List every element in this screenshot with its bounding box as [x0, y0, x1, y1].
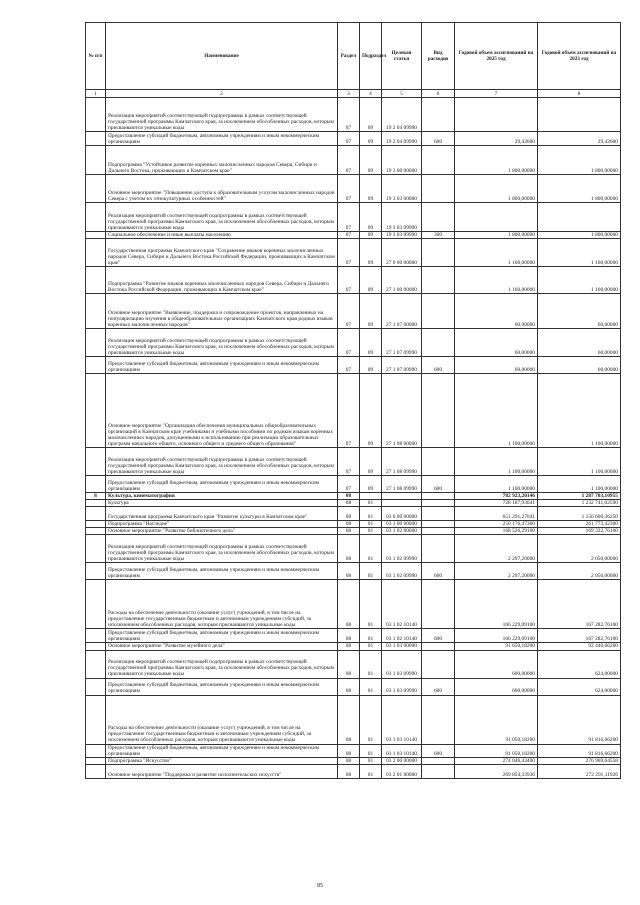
row-target-article: 27 0 00 00000	[382, 239, 422, 267]
row-expense-type	[422, 239, 455, 267]
table-row	[86, 629, 621, 643]
row-razdel: 08	[338, 500, 360, 507]
row-expense-type	[422, 267, 455, 294]
row-razdel: 07	[338, 267, 360, 294]
row-expense-type	[422, 175, 455, 203]
row-name: Основное мероприятие "Развитие музейного дела"	[106, 643, 338, 650]
row-amount-2025: 1 800,00000	[455, 232, 538, 239]
row-number	[86, 764, 106, 778]
row-amount-2025: 60,00000	[455, 329, 538, 357]
table-row	[86, 98, 621, 132]
row-razdel: 07	[338, 329, 360, 357]
row-podrazdel: 09	[360, 448, 382, 476]
row-podrazdel: 09	[360, 98, 382, 132]
row-amount-2025: 60,00000	[455, 357, 538, 374]
row-amount-2023: 1 156 600,36250	[538, 507, 621, 521]
row-podrazdel: 09	[360, 203, 382, 232]
row-amount-2025: 1 160,00000	[455, 267, 538, 294]
row-number	[86, 294, 106, 329]
row-amount-2023: 276 969,64558	[538, 757, 621, 764]
row-target-article: 03 2 00 00000	[382, 757, 422, 764]
row-expense-type	[422, 521, 455, 528]
row-number	[86, 650, 106, 678]
table-row	[86, 448, 621, 476]
table-row	[86, 521, 621, 528]
row-target-article: 03 1 02 09990	[382, 535, 422, 563]
row-amount-2025: 269 854,33936	[455, 764, 538, 778]
row-target-article: 03 1 00 00000	[382, 521, 422, 528]
row-amount-2025: 2 297,20000	[455, 535, 538, 563]
budget-table	[85, 22, 621, 779]
row-amount-2025: 1 800,00000	[455, 146, 538, 175]
row-number	[86, 678, 106, 695]
row-razdel: 08	[338, 650, 360, 678]
row-podrazdel: 09	[360, 374, 382, 448]
row-razdel: 08	[338, 695, 360, 744]
row-amount-2023: 167 282,76100	[538, 580, 621, 629]
row-podrazdel: 09	[360, 232, 382, 239]
row-amount-2025: 651 291,27041	[455, 507, 538, 521]
header-num: № п/п	[86, 23, 106, 90]
table-body	[86, 98, 621, 779]
row-number	[86, 507, 106, 521]
row-amount-2025: 166 229,09100	[455, 580, 538, 629]
row-target-article: 03 1 02 10140	[382, 629, 422, 643]
row-amount-2023: 1 800,00000	[538, 175, 621, 203]
row-podrazdel: 01	[360, 744, 382, 757]
row-expense-type	[422, 507, 455, 521]
row-target-article: 03 2 01 00000	[382, 764, 422, 778]
row-number	[86, 643, 106, 650]
row-number	[86, 535, 106, 563]
row-name: Расходы на обеспечение деятельности (оказание услуг) учреждений, в том числе на предоставление государственным бюджетным и автономным учреждениям субсидий, за исключением обособленных расходов, которым присваиваются уникальные коды	[106, 580, 338, 629]
row-amount-2025: 29,42600	[455, 132, 538, 146]
column-index: 7	[455, 90, 538, 98]
row-target-article: 03 1 03 09990	[382, 650, 422, 678]
row-expense-type	[422, 757, 455, 764]
row-amount-2023: 1 800,00000	[538, 146, 621, 175]
row-amount-2023: 1 287 703,10955	[538, 493, 621, 500]
row-amount-2025: 274 046,43400	[455, 757, 538, 764]
row-target-article: 19 2 04 09990	[382, 132, 422, 146]
table-row	[86, 695, 621, 744]
row-amount-2023: 2 050,00000	[538, 563, 621, 580]
row-number	[86, 476, 106, 493]
header-name: Наименование	[106, 23, 338, 90]
row-amount-2023: 60,00000	[538, 329, 621, 357]
row-amount-2025: 1 100,00000	[455, 374, 538, 448]
table-row	[86, 535, 621, 563]
row-amount-2023: 2 050,00000	[538, 535, 621, 563]
row-name: Предоставление субсидий бюджетным, автономным учреждениям и иным некоммерческим организациям	[106, 357, 338, 374]
row-name: Основное мероприятие "Развитие библиотечного дела"	[106, 528, 338, 535]
row-podrazdel: 09	[360, 329, 382, 357]
table-row	[86, 132, 621, 146]
row-name: Основное мероприятие "Поддержка и развитие исполнительских искусств"	[106, 764, 338, 778]
row-razdel: 07	[338, 132, 360, 146]
row-amount-2025: 91 050,18200	[455, 695, 538, 744]
row-amount-2025: 168 526,29100	[455, 528, 538, 535]
row-number	[86, 757, 106, 764]
row-target-article: 03 1 03 09990	[382, 678, 422, 695]
row-amount-2025: 1 100,00000	[455, 448, 538, 476]
row-podrazdel: 01	[360, 535, 382, 563]
row-expense-type	[422, 650, 455, 678]
header-razdel: Раздел	[338, 23, 360, 90]
row-podrazdel: 09	[360, 132, 382, 146]
table-row	[86, 744, 621, 757]
header-target-article: Целевая статья	[382, 23, 422, 90]
row-number	[86, 203, 106, 232]
row-amount-2023: 29,42600	[538, 132, 621, 146]
row-amount-2025	[455, 203, 538, 232]
table-row	[86, 239, 621, 267]
row-amount-2023: 1 800,00000	[538, 232, 621, 239]
row-name: Предоставление субсидий бюджетным, автономным учреждениям и иным некоммерческим организациям	[106, 563, 338, 580]
table-row	[86, 757, 621, 764]
row-razdel: 07	[338, 357, 360, 374]
row-target-article: 19 3 03 00000	[382, 175, 422, 203]
row-amount-2025: 250 176,47300	[455, 521, 538, 528]
row-podrazdel: 01	[360, 580, 382, 629]
row-razdel: 08	[338, 643, 360, 650]
row-target-article: 27 1 08 00000	[382, 374, 422, 448]
row-number	[86, 695, 106, 744]
row-amount-2023: 1 160,00000	[538, 239, 621, 267]
row-razdel: 07	[338, 203, 360, 232]
row-razdel: 08	[338, 507, 360, 521]
row-podrazdel: 01	[360, 528, 382, 535]
row-number	[86, 563, 106, 580]
table-row	[86, 764, 621, 778]
row-target-article: 03 1 03 10140	[382, 695, 422, 744]
row-razdel: 07	[338, 98, 360, 132]
row-name: Подпрограмма "Устойчивое развитие коренных малочисленных народов Севера, Сибири и Дальнего Востока, проживающих в Камчатском крае"	[106, 146, 338, 175]
row-name: Основное мероприятие "Организация обеспечения муниципальных общеобразовательных организаций в Камчатском крае учебниками и учебными пособиями по родным языкам коренных малочисленных народов, допущенными к использованию при реализации образовательных программ начального общего, основного общего и среднего общего образования"	[106, 374, 338, 448]
row-razdel: 07	[338, 476, 360, 493]
table-row	[86, 678, 621, 695]
row-expense-type	[422, 695, 455, 744]
table-row	[86, 650, 621, 678]
row-expense-type	[422, 146, 455, 175]
table-row	[86, 294, 621, 329]
row-name: Реализация мероприятий соответствующей подпрограммы в рамках соответствующей государственной программы Камчатского края, за исключением обособленных расходов, которым присваиваются уникальные коды	[106, 203, 338, 232]
row-razdel: 08	[338, 493, 360, 500]
row-podrazdel: 09	[360, 357, 382, 374]
row-target-article: 19 2 04 09990	[382, 98, 422, 132]
row-amount-2023: 169 332,76100	[538, 528, 621, 535]
row-amount-2025: 166 229,09100	[455, 629, 538, 643]
row-amount-2023: 1 100,00000	[538, 374, 621, 448]
row-name: Предоставление субсидий бюджетным, автономным учреждениям и иным некоммерческим организациям	[106, 132, 338, 146]
row-name: Культура	[106, 500, 338, 507]
row-expense-type	[422, 493, 455, 500]
row-amount-2023: 92 440,66200	[538, 643, 621, 650]
row-podrazdel: 01	[360, 764, 382, 778]
row-name: Основное мероприятие "Выявление, поддержка и сопровождение проектов, направленных на популяризацию изучения в общеобразовательных организациях Камчатского края родных языков коренных малочисленных народов"	[106, 294, 338, 329]
table-row	[86, 476, 621, 493]
row-amount-2023	[538, 203, 621, 232]
row-expense-type: 600	[422, 629, 455, 643]
row-razdel: 08	[338, 528, 360, 535]
row-name: Подпрограмма "Развитие языков коренных малочисленных народов Севера, Сибири и Дальнего Востока Российской Федерации, проживающих в Камчатском крае"	[106, 267, 338, 294]
row-name: Государственная программа Камчатского края "Сохранение языков коренных малочисленных народов Севера, Сибири и Дальнего Востока Российской Федерации, проживающих в Камчатском крае"	[106, 239, 338, 267]
row-name: Реализация мероприятий соответствующей подпрограммы в рамках соответствующей государственной программы Камчатского края, за исключением обособленных расходов, которым присваиваются уникальные коды	[106, 98, 338, 132]
table-row	[86, 493, 621, 500]
row-amount-2025: 728 187,93041	[455, 500, 538, 507]
row-expense-type	[422, 374, 455, 448]
row-razdel: 08	[338, 535, 360, 563]
row-razdel: 08	[338, 521, 360, 528]
row-number	[86, 232, 106, 239]
row-expense-type	[422, 643, 455, 650]
row-amount-2023: 1 100,00000	[538, 476, 621, 493]
row-razdel: 07	[338, 239, 360, 267]
table-row	[86, 203, 621, 232]
row-target-article: 19 3 03 09990	[382, 203, 422, 232]
row-amount-2025: 91 050,18200	[455, 744, 538, 757]
row-number: 8	[86, 493, 106, 500]
row-razdel: 08	[338, 764, 360, 778]
row-number	[86, 98, 106, 132]
table-header-row	[86, 23, 621, 90]
row-amount-2023: 1 100,00000	[538, 448, 621, 476]
row-expense-type	[422, 203, 455, 232]
row-podrazdel: 01	[360, 500, 382, 507]
row-amount-2023: 624,00000	[538, 678, 621, 695]
row-amount-2023: 167 282,76100	[538, 629, 621, 643]
table-row	[86, 563, 621, 580]
row-expense-type	[422, 98, 455, 132]
column-index-row	[86, 90, 621, 98]
table-row	[86, 175, 621, 203]
column-index: 6	[422, 90, 455, 98]
row-expense-type: 300	[422, 232, 455, 239]
row-amount-2023: 91 816,66200	[538, 695, 621, 744]
row-podrazdel: 01	[360, 563, 382, 580]
row-podrazdel: 09	[360, 175, 382, 203]
row-amount-2023: 1 160,00000	[538, 267, 621, 294]
row-name: Культура, кинематография	[106, 493, 338, 500]
row-amount-2025: 1 800,00000	[455, 175, 538, 203]
table-row	[86, 267, 621, 294]
header-year-2025: Годовой объем ассигнований на 2025 год	[455, 23, 538, 90]
row-podrazdel	[360, 493, 382, 500]
row-amount-2025: 1 160,00000	[455, 239, 538, 267]
row-name: Предоставление субсидий бюджетным, автономным учреждениям и иным некоммерческим организациям	[106, 678, 338, 695]
row-name: Реализация мероприятий соответствующей подпрограммы в рамках соответствующей государственной программы Камчатского края, за исключением обособленных расходов, которым присваиваются уникальные коды	[106, 448, 338, 476]
row-target-article: 27 1 07 09990	[382, 329, 422, 357]
row-podrazdel: 01	[360, 757, 382, 764]
row-number	[86, 580, 106, 629]
row-podrazdel: 01	[360, 643, 382, 650]
row-name: Реализация мероприятий соответствующей подпрограммы в рамках соответствующей государственной программы Камчатского края, за исключением обособленных расходов, которым присваиваются уникальные коды	[106, 535, 338, 563]
row-number	[86, 132, 106, 146]
row-number	[86, 239, 106, 267]
row-target-article: 27 1 07 00000	[382, 294, 422, 329]
row-razdel: 08	[338, 678, 360, 695]
row-target-article: 03 1 03 00000	[382, 643, 422, 650]
row-razdel: 08	[338, 563, 360, 580]
row-target-article: 27 1 00 00000	[382, 267, 422, 294]
row-target-article	[382, 500, 422, 507]
table-row	[86, 329, 621, 357]
row-name: Государственная программа Камчатского края "Развитие культуры в Камчатском крае"	[106, 507, 338, 521]
column-index: 2	[106, 90, 338, 98]
row-expense-type: 600	[422, 744, 455, 757]
table-row	[86, 643, 621, 650]
row-razdel: 07	[338, 232, 360, 239]
row-razdel: 07	[338, 374, 360, 448]
row-number	[86, 357, 106, 374]
row-razdel: 07	[338, 294, 360, 329]
table-row	[86, 146, 621, 175]
row-expense-type	[422, 294, 455, 329]
column-index: 8	[538, 90, 621, 98]
row-amount-2025: 2 297,20000	[455, 563, 538, 580]
row-razdel: 08	[338, 744, 360, 757]
row-name: Реализация мероприятий соответствующей подпрограммы в рамках соответствующей государственной программы Камчатского края, за исключением обособленных расходов, которым присваиваются уникальные коды	[106, 650, 338, 678]
row-amount-2023: 91 816,66200	[538, 744, 621, 757]
row-expense-type	[422, 448, 455, 476]
row-name: Реализация мероприятий соответствующей подпрограммы в рамках соответствующей государственной программы Камчатского края, за исключением обособленных расходов, которым присваиваются уникальные коды	[106, 329, 338, 357]
row-target-article: 03 1 03 10140	[382, 744, 422, 757]
row-number	[86, 329, 106, 357]
row-number	[86, 521, 106, 528]
row-number	[86, 500, 106, 507]
row-number	[86, 146, 106, 175]
row-amount-2025	[455, 98, 538, 132]
row-expense-type: 600	[422, 563, 455, 580]
row-target-article: 03 1 02 10140	[382, 580, 422, 629]
row-name: Предоставление субсидий бюджетным, автономным учреждениям и иным некоммерческим организациям	[106, 744, 338, 757]
column-index: 4	[360, 90, 382, 98]
row-razdel: 07	[338, 146, 360, 175]
row-podrazdel: 01	[360, 650, 382, 678]
table-row	[86, 507, 621, 521]
row-expense-type	[422, 528, 455, 535]
table-row	[86, 580, 621, 629]
row-podrazdel: 01	[360, 521, 382, 528]
row-name: Основное мероприятие "Повышение доступа к образовательным услугам малочисленных народов Севера с учетом их этнокультурных особенностей"	[106, 175, 338, 203]
row-razdel: 08	[338, 629, 360, 643]
row-number	[86, 528, 106, 535]
row-amount-2023	[538, 98, 621, 132]
page-number: 85	[317, 883, 323, 889]
row-name: Подпрограмма "Искусство"	[106, 757, 338, 764]
row-expense-type	[422, 500, 455, 507]
row-podrazdel: 09	[360, 267, 382, 294]
row-podrazdel: 01	[360, 507, 382, 521]
row-target-article: 03 1 02 00000	[382, 528, 422, 535]
row-amount-2025: 91 650,18200	[455, 643, 538, 650]
row-podrazdel: 01	[360, 629, 382, 643]
row-amount-2023: 272 291,11926	[538, 764, 621, 778]
header-podrazdel: Подраздел	[360, 23, 382, 90]
row-expense-type	[422, 329, 455, 357]
row-amount-2025: 60,00000	[455, 294, 538, 329]
row-podrazdel: 09	[360, 239, 382, 267]
row-expense-type	[422, 580, 455, 629]
row-target-article: 03 1 02 09990	[382, 563, 422, 580]
row-amount-2023: 261 773,42300	[538, 521, 621, 528]
row-podrazdel: 09	[360, 294, 382, 329]
row-expense-type: 600	[422, 678, 455, 695]
row-target-article	[382, 493, 422, 500]
row-number	[86, 374, 106, 448]
row-target-article: 03 0 00 00000	[382, 507, 422, 521]
row-amount-2025: 1 100,00000	[455, 476, 538, 493]
table-row	[86, 232, 621, 239]
row-expense-type: 600	[422, 132, 455, 146]
row-podrazdel: 09	[360, 476, 382, 493]
table-row	[86, 500, 621, 507]
row-target-article: 19 3 03 09990	[382, 232, 422, 239]
column-index: 1	[86, 90, 106, 98]
row-podrazdel: 01	[360, 695, 382, 744]
row-number	[86, 175, 106, 203]
row-amount-2025: 782 923,20146	[455, 493, 538, 500]
row-amount-2025: 600,00000	[455, 678, 538, 695]
row-name: Расходы на обеспечение деятельности (оказание услуг) учреждений, в том числе на предоставление государственным бюджетным и автономным учреждениям субсидий, за исключением обособленных расходов, которым присваиваются уникальные коды	[106, 695, 338, 744]
row-razdel: 07	[338, 175, 360, 203]
row-expense-type: 600	[422, 476, 455, 493]
row-amount-2025: 600,00000	[455, 650, 538, 678]
row-razdel: 08	[338, 580, 360, 629]
row-target-article: 27 1 07 09990	[382, 357, 422, 374]
row-expense-type	[422, 535, 455, 563]
row-name: Подпрограмма "Наследие"	[106, 521, 338, 528]
row-razdel: 07	[338, 448, 360, 476]
row-target-article: 27 1 08 09990	[382, 476, 422, 493]
row-amount-2023: 1 232 741,02590	[538, 500, 621, 507]
row-number	[86, 744, 106, 757]
column-index: 5	[382, 90, 422, 98]
row-amount-2023: 60,00000	[538, 357, 621, 374]
row-number	[86, 448, 106, 476]
row-podrazdel: 01	[360, 678, 382, 695]
table-row	[86, 357, 621, 374]
row-target-article: 27 1 08 09990	[382, 448, 422, 476]
table-row	[86, 528, 621, 535]
table-row	[86, 374, 621, 448]
row-expense-type	[422, 764, 455, 778]
row-amount-2023: 624,00000	[538, 650, 621, 678]
row-target-article: 19 3 00 00000	[382, 146, 422, 175]
row-razdel: 08	[338, 757, 360, 764]
row-amount-2023: 60,00000	[538, 294, 621, 329]
column-index: 3	[338, 90, 360, 98]
row-name: Предоставление субсидий бюджетным, автономным учреждениям и иным некоммерческим организациям	[106, 476, 338, 493]
row-expense-type: 600	[422, 357, 455, 374]
header-year-2023: Годовой объем ассигнований на 2023 год	[538, 23, 621, 90]
row-name: Предоставление субсидий бюджетным, автономным учреждениям и иным некоммерческим организациям	[106, 629, 338, 643]
row-podrazdel: 09	[360, 146, 382, 175]
row-number	[86, 629, 106, 643]
row-name: Социальное обеспечение и иные выплаты населению	[106, 232, 338, 239]
row-number	[86, 267, 106, 294]
header-expense-type: Вид расходов	[422, 23, 455, 90]
